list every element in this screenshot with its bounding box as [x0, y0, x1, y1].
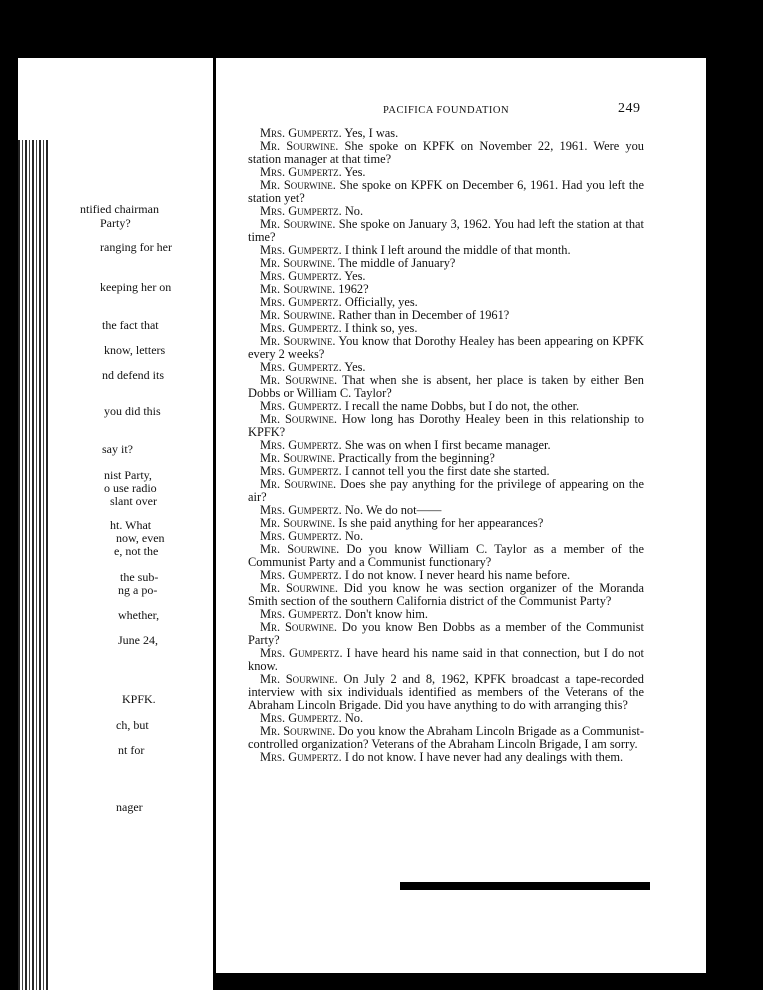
facing-page-line: say it? — [102, 442, 133, 456]
transcript-paragraph — [248, 179, 644, 205]
speech-text: No. — [341, 711, 364, 725]
speech-text: No. We do not—— — [341, 503, 442, 517]
speaker-label: Mr. Sourwine. — [260, 256, 336, 270]
scan-border-right — [705, 0, 763, 990]
transcript-paragraph — [248, 218, 644, 244]
speaker-label: Mrs. Gumpertz. — [260, 165, 342, 179]
speaker-label: Mrs. Gumpertz. — [260, 750, 342, 764]
speech-text: She spoke on January 3, 1962. You had left the station at that time? — [248, 217, 644, 244]
speaker-label: Mr. Sourwine. — [260, 282, 336, 296]
speaker-label: Mr. Sourwine. — [260, 451, 336, 465]
speaker-label: Mrs. Gumpertz. — [260, 295, 342, 309]
speaker-label: Mr. Sourwine. — [260, 139, 339, 153]
facing-page-line: o use radio — [104, 481, 157, 495]
speech-text: Do you know Ben Dobbs as a member of the Communist Party? — [248, 620, 644, 647]
facing-page-line: whether, — [118, 608, 160, 622]
transcript-body — [248, 127, 644, 764]
speaker-label: Mr. Sourwine. — [260, 724, 336, 738]
speech-text: I recall the name Dobbs, but I do not, the other. — [341, 399, 580, 413]
speech-text: Do you know William C. Taylor as a member of the Communist Party and a Communist functionary? — [248, 542, 644, 569]
speaker-label: Mrs. Gumpertz. — [260, 646, 343, 660]
speaker-label: Mrs. Gumpertz. — [260, 568, 342, 582]
transcript-paragraph — [248, 478, 644, 504]
scan-artifact-strip — [400, 882, 650, 890]
speech-text: Yes, I was. — [341, 126, 399, 140]
speaker-label: Mr. Sourwine. — [260, 373, 338, 387]
speaker-label: Mrs. Gumpertz. — [260, 607, 342, 621]
speech-text: Did you know he was section organizer of the Moranda Smith section of the southern California district of the Communist Party? — [248, 581, 644, 608]
speaker-label: Mr. Sourwine. — [260, 672, 338, 686]
facing-page-line: nager — [116, 800, 143, 814]
speech-text: 1962? — [335, 282, 369, 296]
speech-text: She was on when I first became manager. — [341, 438, 551, 452]
speech-text: Practically from the beginning? — [335, 451, 495, 465]
speech-text: Don't know him. — [341, 607, 428, 621]
speaker-label: Mrs. Gumpertz. — [260, 360, 342, 374]
speaker-label: Mr. Sourwine. — [260, 477, 337, 491]
speech-text: You know that Dorothy Healey has been appearing on KPFK every 2 weeks? — [248, 334, 645, 361]
speaker-label: Mrs. Gumpertz. — [260, 243, 342, 257]
transcript-paragraph — [248, 725, 644, 751]
facing-page-line: KPFK. — [122, 692, 156, 706]
facing-page-line: know, letters — [104, 343, 166, 357]
transcript-paragraph — [248, 413, 644, 439]
speaker-label: Mrs. Gumpertz. — [260, 438, 342, 452]
speaker-label: Mrs. Gumpertz. — [260, 711, 342, 725]
facing-page-fragment — [18, 140, 213, 990]
speaker-label: Mr. Sourwine. — [260, 334, 336, 348]
speech-text: No. — [341, 204, 364, 218]
speech-text: Yes. — [341, 165, 366, 179]
speech-text: Do you know the Abraham Lincoln Brigade as a Communist-controlled organization? Veterans of the Abraham Lincoln Brigade, I am sorry. — [248, 724, 644, 751]
speaker-label: Mr. Sourwine. — [260, 620, 337, 634]
transcript-paragraph — [248, 582, 644, 608]
transcript-paragraph — [248, 647, 644, 673]
transcript-paragraph — [248, 751, 644, 764]
scan-streaks — [18, 140, 48, 990]
speech-text: On July 2 and 8, 1962, KPFK broadcast a tape-recorded interview with six individuals identified as members of the Veterans of the Abraham Lincoln Brigade. Did you have anything to do with arranging this? — [248, 672, 644, 712]
speech-text: I have heard his name said in that connection, but I do not know. — [248, 646, 644, 673]
facing-page-line: nt for — [118, 743, 145, 757]
speaker-label: Mr. Sourwine. — [260, 178, 336, 192]
speaker-label: Mr. Sourwine. — [260, 581, 338, 595]
speech-text: The middle of January? — [335, 256, 456, 270]
scan-border-top — [0, 0, 763, 58]
speaker-label: Mr. Sourwine. — [260, 308, 336, 322]
speech-text: I think I left around the middle of that month. — [341, 243, 571, 257]
facing-page-line: nist Party, — [104, 468, 152, 482]
speech-text: I cannot tell you the first date she started. — [341, 464, 550, 478]
speech-text: That when she is absent, her place is taken by either Ben Dobbs or William C. Taylor? — [248, 373, 644, 400]
facing-page-line: slant over — [110, 494, 157, 508]
speech-text: How long has Dorothy Healey been in this relationship to KPFK? — [248, 412, 645, 439]
scan-border-left — [0, 0, 18, 990]
speech-text: Yes. — [341, 360, 366, 374]
facing-page-line: ntified chairman — [80, 202, 159, 216]
speaker-label: Mrs. Gumpertz. — [260, 204, 342, 218]
transcript-paragraph — [248, 543, 644, 569]
facing-page-line: the sub- — [120, 570, 159, 584]
speech-text: Does she pay anything for the privilege of appearing on the air? — [248, 477, 644, 504]
speech-text: No. — [341, 529, 364, 543]
transcript-paragraph — [248, 374, 644, 400]
page-number: 249 — [618, 101, 641, 116]
speaker-label: Mrs. Gumpertz. — [260, 126, 342, 140]
speaker-label: Mr. Sourwine. — [260, 516, 336, 530]
speech-text: Officially, yes. — [341, 295, 418, 309]
speaker-label: Mr. Sourwine. — [260, 542, 340, 556]
speech-text: Rather than in December of 1961? — [335, 308, 510, 322]
speaker-label: Mr. Sourwine. — [260, 217, 336, 231]
speaker-label: Mrs. Gumpertz. — [260, 503, 342, 517]
speech-text: She spoke on KPFK on December 6, 1961. Had you left the station yet? — [248, 178, 644, 205]
speaker-label: Mrs. Gumpertz. — [260, 321, 342, 335]
facing-page-line: e, not the — [114, 544, 159, 558]
facing-page-line: June 24, — [118, 633, 158, 647]
facing-page-line: ng a po- — [118, 583, 158, 597]
facing-page-line: keeping her on — [100, 280, 172, 294]
speaker-label: Mrs. Gumpertz. — [260, 464, 342, 478]
transcript-paragraph — [248, 673, 644, 712]
facing-page-line: ch, but — [116, 718, 149, 732]
speaker-label: Mrs. Gumpertz. — [260, 399, 342, 413]
speech-text: I do not know. I never heard his name before. — [341, 568, 571, 582]
facing-page-line: you did this — [104, 404, 161, 418]
facing-page-line: the fact that — [102, 318, 159, 332]
facing-page-line: ht. What — [110, 518, 152, 532]
running-head: PACIFICA FOUNDATION — [383, 105, 510, 116]
facing-page-line: ranging for her — [100, 240, 172, 254]
speech-text: I do not know. I have never had any dealings with them. — [341, 750, 624, 764]
transcript-paragraph — [248, 335, 644, 361]
speech-text: She spoke on KPFK on November 22, 1961. Were you station manager at that time? — [248, 139, 644, 166]
speaker-label: Mrs. Gumpertz. — [260, 269, 342, 283]
transcript-paragraph — [248, 140, 644, 166]
speaker-label: Mrs. Gumpertz. — [260, 529, 342, 543]
speech-text: Yes. — [341, 269, 366, 283]
facing-page-line: Party? — [100, 216, 131, 230]
transcript-paragraph — [248, 621, 644, 647]
speech-text: I think so, yes. — [341, 321, 418, 335]
speech-text: Is she paid anything for her appearances? — [335, 516, 544, 530]
speaker-label: Mr. Sourwine. — [260, 412, 337, 426]
facing-page-line: nd defend its — [102, 368, 164, 382]
facing-page-line: now, even — [116, 531, 165, 545]
